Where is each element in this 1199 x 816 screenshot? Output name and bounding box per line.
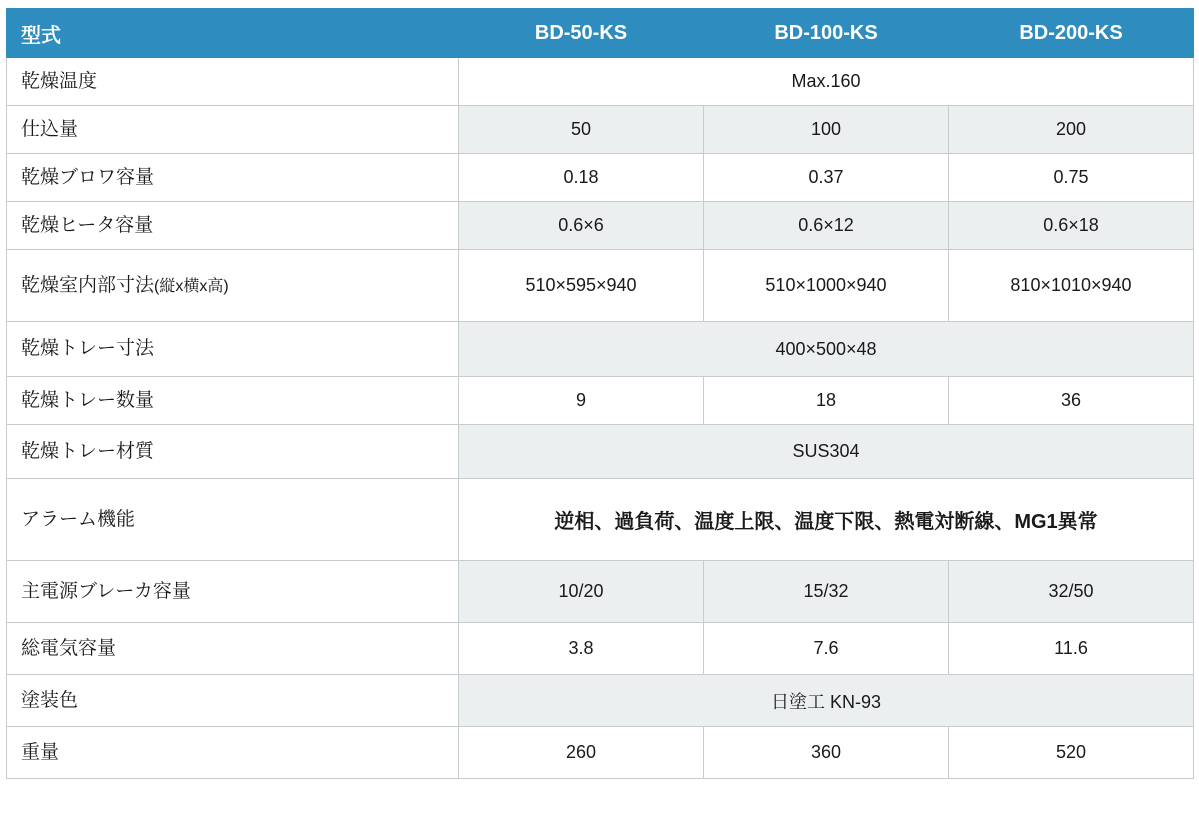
row-value-2: 360 [704,727,949,779]
specification-table-container [0,8,1199,816]
row-label: 乾燥トレー寸法 [7,322,459,377]
table-header-row [7,9,1194,58]
specification-table [6,8,1194,779]
row-value-3: 0.6×18 [949,202,1194,250]
table-row [7,106,1194,154]
row-label: 総電気容量 [7,623,459,675]
row-value-merged: 逆相、過負荷、温度上限、温度下限、熱電対断線、MG1異常 [459,479,1194,561]
row-label: 塗装色 [7,675,459,727]
row-value-2: 18 [704,377,949,425]
row-label: 乾燥温度 [7,58,459,106]
row-label: 仕込量 [7,106,459,154]
table-row [7,727,1194,779]
table-row [7,675,1194,727]
row-value-3: 32/50 [949,561,1194,623]
table-row [7,202,1194,250]
row-label: 重量 [7,727,459,779]
table-row [7,58,1194,106]
row-value-3: 36 [949,377,1194,425]
row-value-1: 3.8 [459,623,704,675]
row-value-merged: 日塗工 KN-93 [459,675,1194,727]
row-value-2: 15/32 [704,561,949,623]
row-label: アラーム機能 [7,479,459,561]
header-cell-model-3: BD-200-KS [949,9,1194,58]
table-row [7,425,1194,479]
row-value-1: 50 [459,106,704,154]
row-value-1: 510×595×940 [459,250,704,322]
table-row [7,561,1194,623]
row-value-2: 510×1000×940 [704,250,949,322]
row-label [7,250,459,322]
row-value-3: 0.75 [949,154,1194,202]
row-value-1: 0.6×6 [459,202,704,250]
header-cell-model-label: 型式 [7,9,459,58]
row-label-text: 乾燥室内部寸法 [21,274,155,296]
row-value-merged: SUS304 [459,425,1194,479]
table-row [7,322,1194,377]
row-value-merged: Max.160 [459,58,1194,106]
row-label: 乾燥ブロワ容量 [7,154,459,202]
row-value-2: 100 [704,106,949,154]
row-value-2: 0.6×12 [704,202,949,250]
row-label: 乾燥ヒータ容量 [7,202,459,250]
row-value-3: 11.6 [949,623,1194,675]
table-row [7,479,1194,561]
table-row [7,623,1194,675]
row-value-2: 0.37 [704,154,949,202]
table-header [7,9,1194,58]
header-cell-model-1: BD-50-KS [459,9,704,58]
row-label-subtext: (縦x横x高) [154,277,229,295]
row-label: 主電源ブレーカ容量 [7,561,459,623]
row-value-2: 7.6 [704,623,949,675]
row-value-3: 520 [949,727,1194,779]
header-cell-model-2: BD-100-KS [704,9,949,58]
row-value-1: 260 [459,727,704,779]
row-value-1: 9 [459,377,704,425]
row-value-3: 200 [949,106,1194,154]
table-body [7,58,1194,779]
table-row [7,154,1194,202]
row-value-1: 10/20 [459,561,704,623]
row-value-1: 0.18 [459,154,704,202]
row-label: 乾燥トレー材質 [7,425,459,479]
row-value-3: 810×1010×940 [949,250,1194,322]
table-row [7,250,1194,322]
row-value-merged: 400×500×48 [459,322,1194,377]
row-label: 乾燥トレー数量 [7,377,459,425]
table-row [7,377,1194,425]
